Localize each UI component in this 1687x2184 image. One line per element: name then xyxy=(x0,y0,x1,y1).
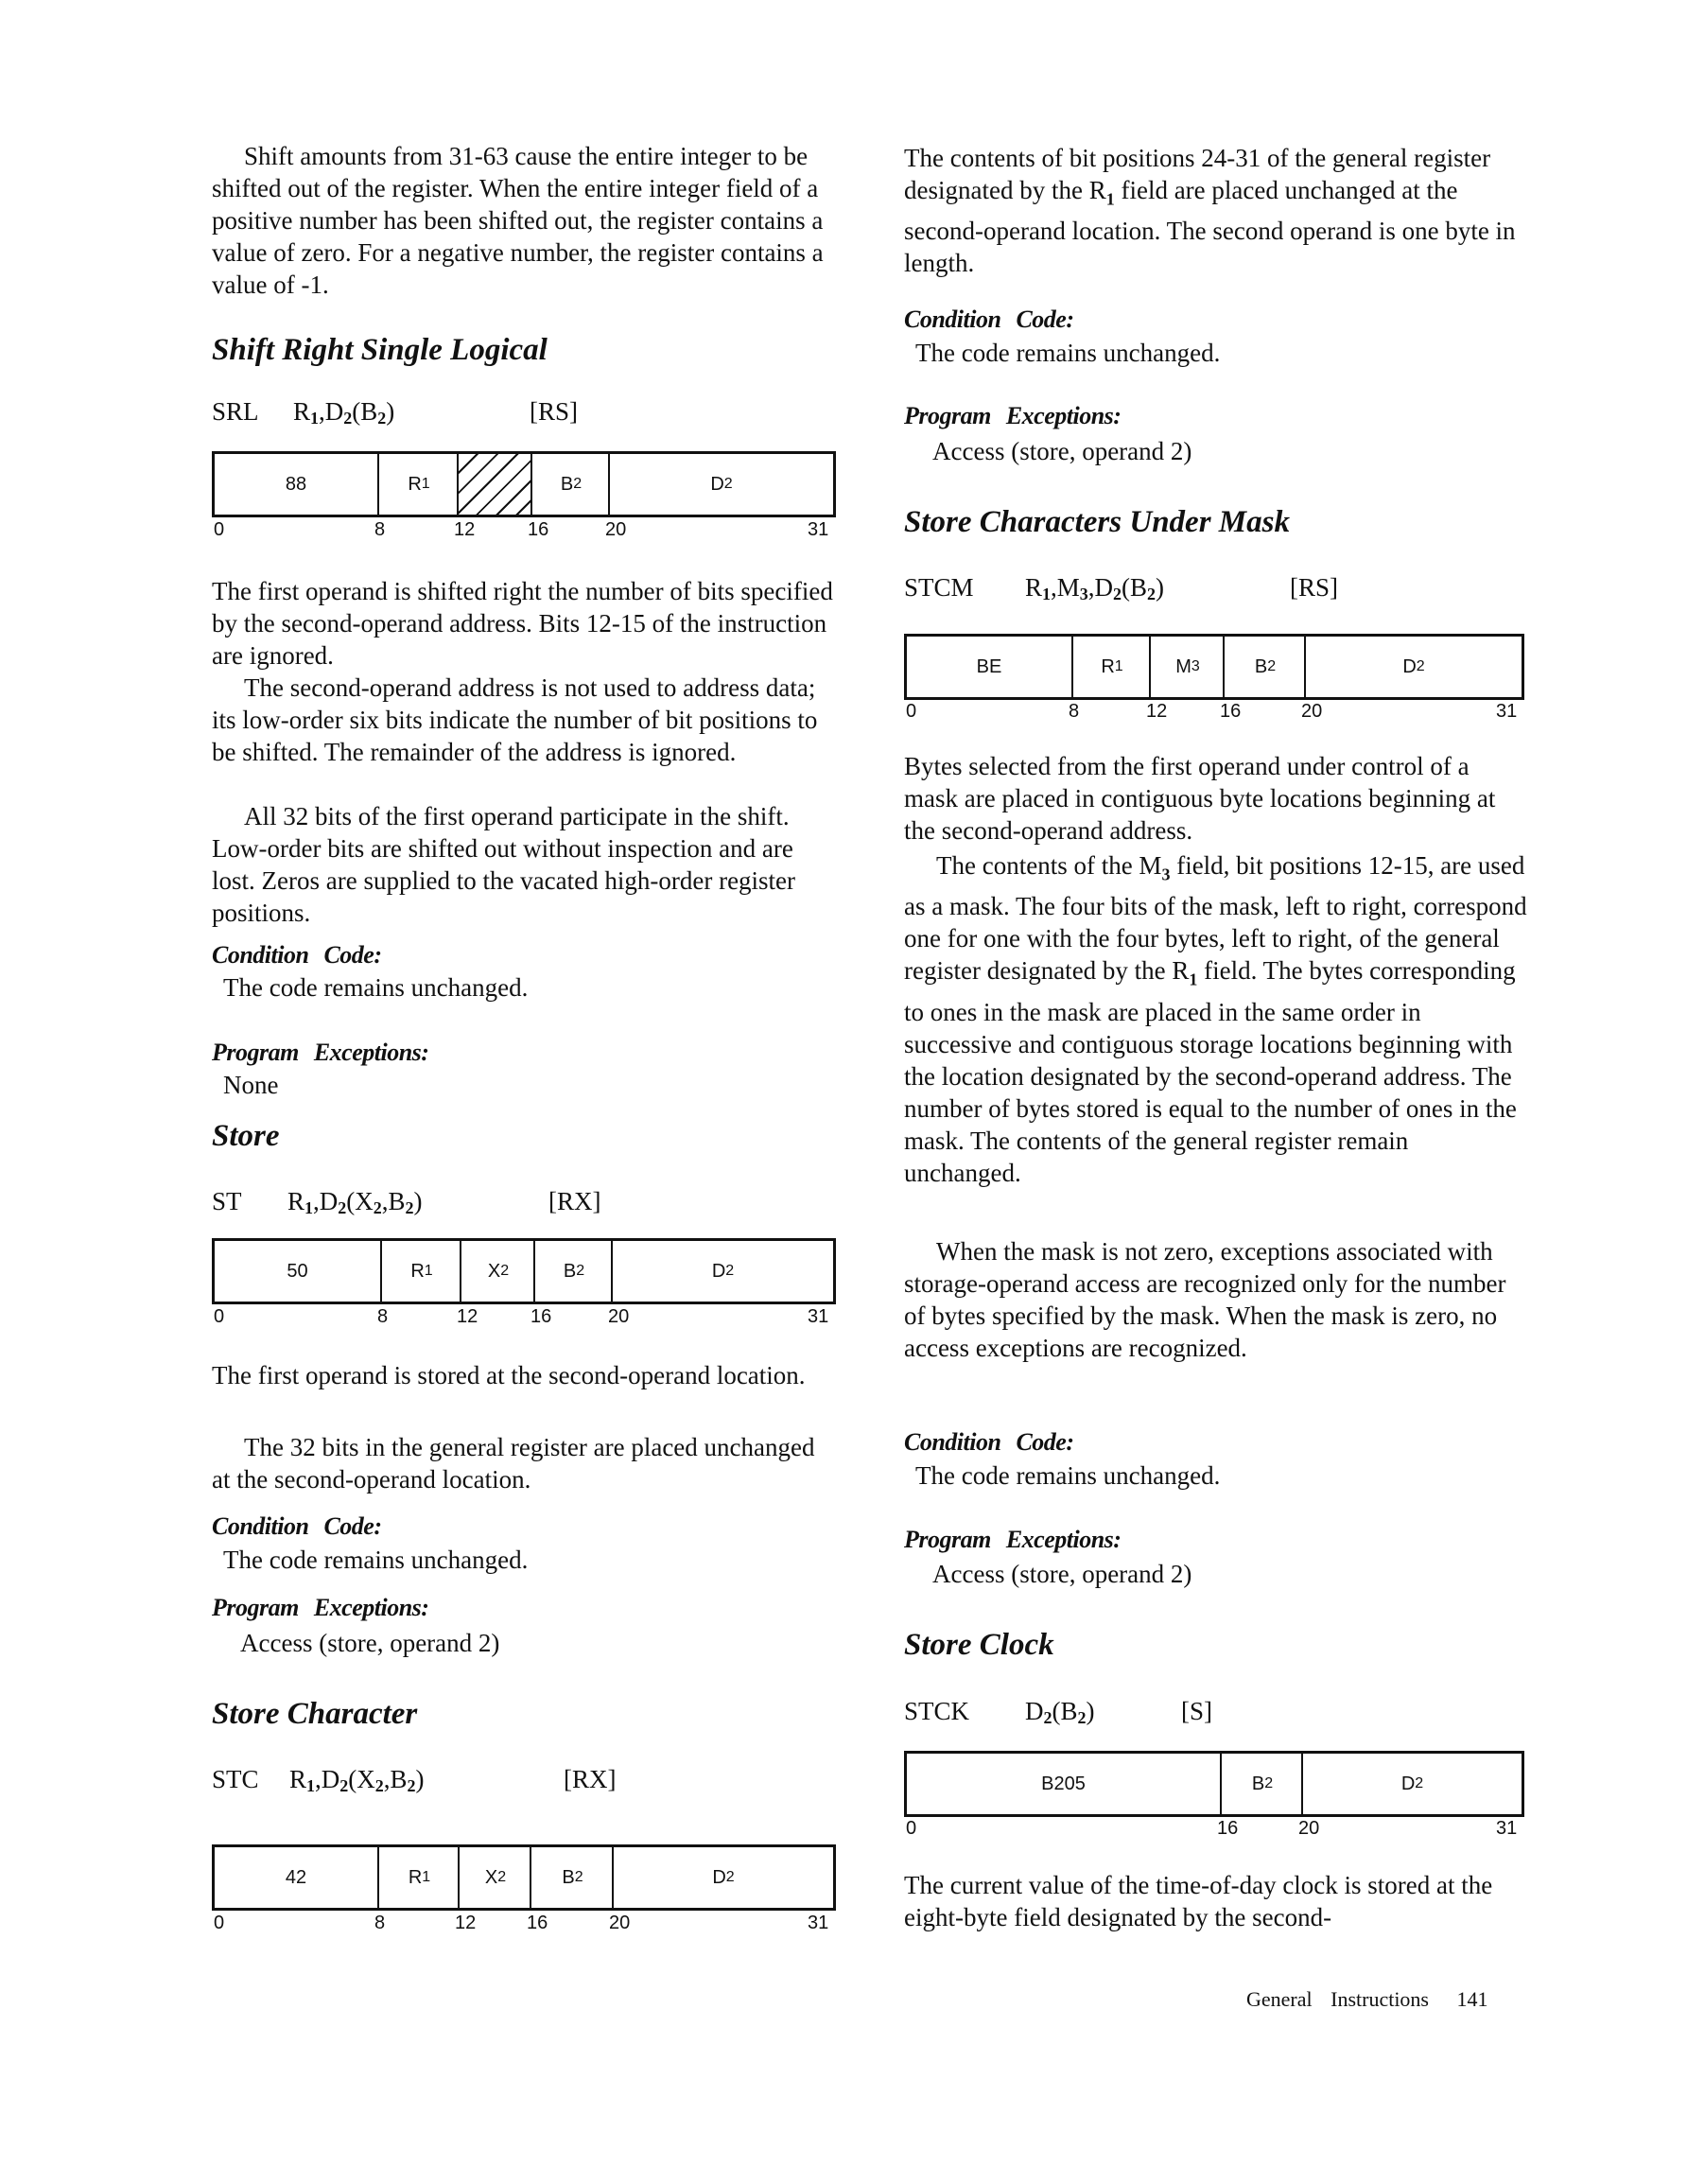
intro-paragraph: Shift amounts from 31-63 cause the entire integer to be shifted out of the register. When the entire integer field of a positive number has been shifted out, the register contains a value of zero. For a negative number, the register contains a value of -1. xyxy=(212,142,824,299)
stck-syntax xyxy=(904,1695,1212,1734)
st-syntax xyxy=(212,1185,601,1224)
stck-heading: Store Clock xyxy=(904,1628,1054,1662)
b2-field: B 2 xyxy=(533,1241,613,1302)
b2-field: B 2 xyxy=(530,454,610,515)
srl-paragraph-1: The first operand is shifted right the number of bits specified by the second-operand address. Bits 12-15 of the instruction are ignored. xyxy=(212,577,833,670)
stc-operands: $R_1,D_2(X_2,B_2)$ xyxy=(289,1765,425,1795)
stc-instruction-format-diagram xyxy=(212,1844,836,1911)
srl-paragraph-3: All 32 bits of the first operand participate in the shift. Low-order bits are shifted out without inspection and are lost. Zeros are supplied to the vacated high-order register positions. xyxy=(212,802,796,927)
st-paragraph-1: The first operand is stored at the second-operand location. xyxy=(212,1361,806,1389)
srl-syntax xyxy=(212,395,578,434)
stc-syntax xyxy=(212,1763,617,1802)
stcm-condition-code-label: Condition Code: xyxy=(904,1428,1074,1456)
srl-paragraph-2: The second-operand address is not used to address data; its low-order six bits indicate the number of bit positions to be shifted. The remainder of the address is ignored. xyxy=(212,673,818,766)
page-number: 141 xyxy=(1456,1987,1488,2011)
st-program-exceptions-text: Access (store, operand 2) xyxy=(240,1629,500,1657)
st-paragraph-2: The 32 bits in the general register are placed unchanged at the second-operand location. xyxy=(212,1433,815,1494)
d2-field: D 2 xyxy=(608,454,833,515)
srl-program-exceptions-text: None xyxy=(223,1071,279,1099)
opcode-field: 50 xyxy=(287,1260,308,1282)
srl-condition-code-text: The code remains unchanged. xyxy=(223,973,529,1002)
d2-field: D 2 xyxy=(1301,1754,1522,1814)
opcode-field: B205 xyxy=(1041,1773,1086,1794)
b2-field: B 2 xyxy=(1223,637,1306,697)
stcm-bit-positions: 0 8 12 16 20 31 xyxy=(906,701,1518,722)
st-condition-code-label: Condition Code: xyxy=(212,1512,382,1540)
stck-bit-positions: 0 16 20 31 xyxy=(906,1818,1518,1839)
stcm-mnemonic: STCM xyxy=(904,573,974,602)
stcm-heading: Store Characters Under Mask xyxy=(904,505,1290,539)
r1-field: R 1 xyxy=(380,1241,461,1302)
st-operands: $R_1,D_2(X_2,B_2)$ xyxy=(287,1187,423,1217)
stck-format: [S] xyxy=(1181,1697,1212,1725)
opcode-field: BE xyxy=(976,655,1002,677)
srl-operands: $R_1,D_2(B_2)$ xyxy=(293,397,395,428)
stc-format: [RX] xyxy=(564,1765,617,1793)
x2-field: X 2 xyxy=(460,1241,535,1302)
stcm-instruction-format-diagram xyxy=(904,634,1524,700)
srl-condition-code-label: Condition Code: xyxy=(212,941,382,969)
opcode-field: 88 xyxy=(285,473,307,495)
st-instruction-format-diagram xyxy=(212,1238,836,1304)
stcm-condition-code-text: The code remains unchanged. xyxy=(915,1461,1221,1490)
stck-instruction-format-diagram xyxy=(904,1751,1524,1817)
m3-field: M 3 xyxy=(1149,637,1225,697)
stc-condition-code-text: The code remains unchanged. xyxy=(915,339,1221,367)
stcm-paragraph-2: The contents of the $M_3$ field, bit positions 12-15, are used as a mask. The four bits of the mask, left to right, correspond one for one with the four bytes, left to right, of the general register designated by the $R_1$ field. The bytes corresponding to ones in the mask are placed in the same order in successive and contiguous storage locations beginning with the location designated by the second-operand address. The number of bytes stored is equal to the number of ones in the mask. The contents of the general register remain unchanged. xyxy=(904,851,1527,1187)
r1-field: R 1 xyxy=(377,454,459,515)
st-bit-positions: 0 8 12 16 20 31 xyxy=(214,1306,829,1327)
stc-condition-code-label: Condition Code: xyxy=(904,306,1074,333)
ignored-hatched-field xyxy=(457,454,532,515)
stcm-paragraph-1: Bytes selected from the first operand under control of a mask are placed in contiguous byte locations beginning at the second-operand address. xyxy=(904,752,1496,845)
srl-program-exceptions-label: Program Exceptions: xyxy=(212,1039,429,1066)
stc-mnemonic: STC xyxy=(212,1765,259,1793)
stck-operands: $D_2(B_2)$ xyxy=(1025,1697,1095,1727)
r1-field: R 1 xyxy=(1071,637,1151,697)
stck-paragraph: The current value of the time-of-day clock is stored at the eight-byte field designated by the second- xyxy=(904,1871,1493,1931)
st-heading: Store xyxy=(212,1119,280,1153)
st-condition-code-text: The code remains unchanged. xyxy=(223,1546,529,1574)
srl-instruction-format-diagram xyxy=(212,451,836,517)
stcm-program-exceptions-text: Access (store, operand 2) xyxy=(932,1560,1192,1588)
footer-section-title: General Instructions xyxy=(1246,1987,1429,2011)
stcm-operands: $R_1,M_3,D_2(B_2)$ xyxy=(1025,573,1165,603)
stc-program-exceptions-label: Program Exceptions: xyxy=(904,402,1122,429)
srl-format: [RS] xyxy=(530,397,579,426)
r1-field: R 1 xyxy=(377,1847,460,1908)
stc-heading: Store Character xyxy=(212,1697,418,1731)
opcode-field: 42 xyxy=(285,1866,307,1888)
x2-field: X 2 xyxy=(458,1847,531,1908)
stcm-format: [RS] xyxy=(1290,573,1339,602)
stck-mnemonic: STCK xyxy=(904,1697,970,1725)
stc-program-exceptions-text: Access (store, operand 2) xyxy=(932,437,1192,465)
srl-mnemonic: SRL xyxy=(212,397,259,426)
srl-heading: Shift Right Single Logical xyxy=(212,333,548,367)
page-footer xyxy=(1246,1987,1488,2012)
st-format: [RX] xyxy=(548,1187,601,1215)
b2-field: B 2 xyxy=(1220,1754,1303,1814)
st-mnemonic: ST xyxy=(212,1187,242,1215)
srl-bit-positions: 0 8 12 16 20 31 xyxy=(214,519,829,540)
stcm-paragraph-3: When the mask is not zero, exceptions associated with storage-operand access are recognized only for the number of bytes specified by the mask. When the mask is zero, no access exceptions are recognized. xyxy=(904,1237,1506,1362)
d2-field: D 2 xyxy=(612,1847,833,1908)
d2-field: D 2 xyxy=(1304,637,1522,697)
stcm-syntax xyxy=(904,571,1338,610)
stc-bit-positions: 0 8 12 16 20 31 xyxy=(214,1913,829,1933)
b2-field: B 2 xyxy=(530,1847,614,1908)
stcm-program-exceptions-label: Program Exceptions: xyxy=(904,1526,1122,1553)
d2-field: D 2 xyxy=(611,1241,833,1302)
st-program-exceptions-label: Program Exceptions: xyxy=(212,1594,429,1621)
stc-continued-paragraph: The contents of bit positions 24-31 of the general register designated by the $R_1$ field are placed unchanged at the second-operand location. The second operand is one byte in length. xyxy=(904,144,1516,278)
